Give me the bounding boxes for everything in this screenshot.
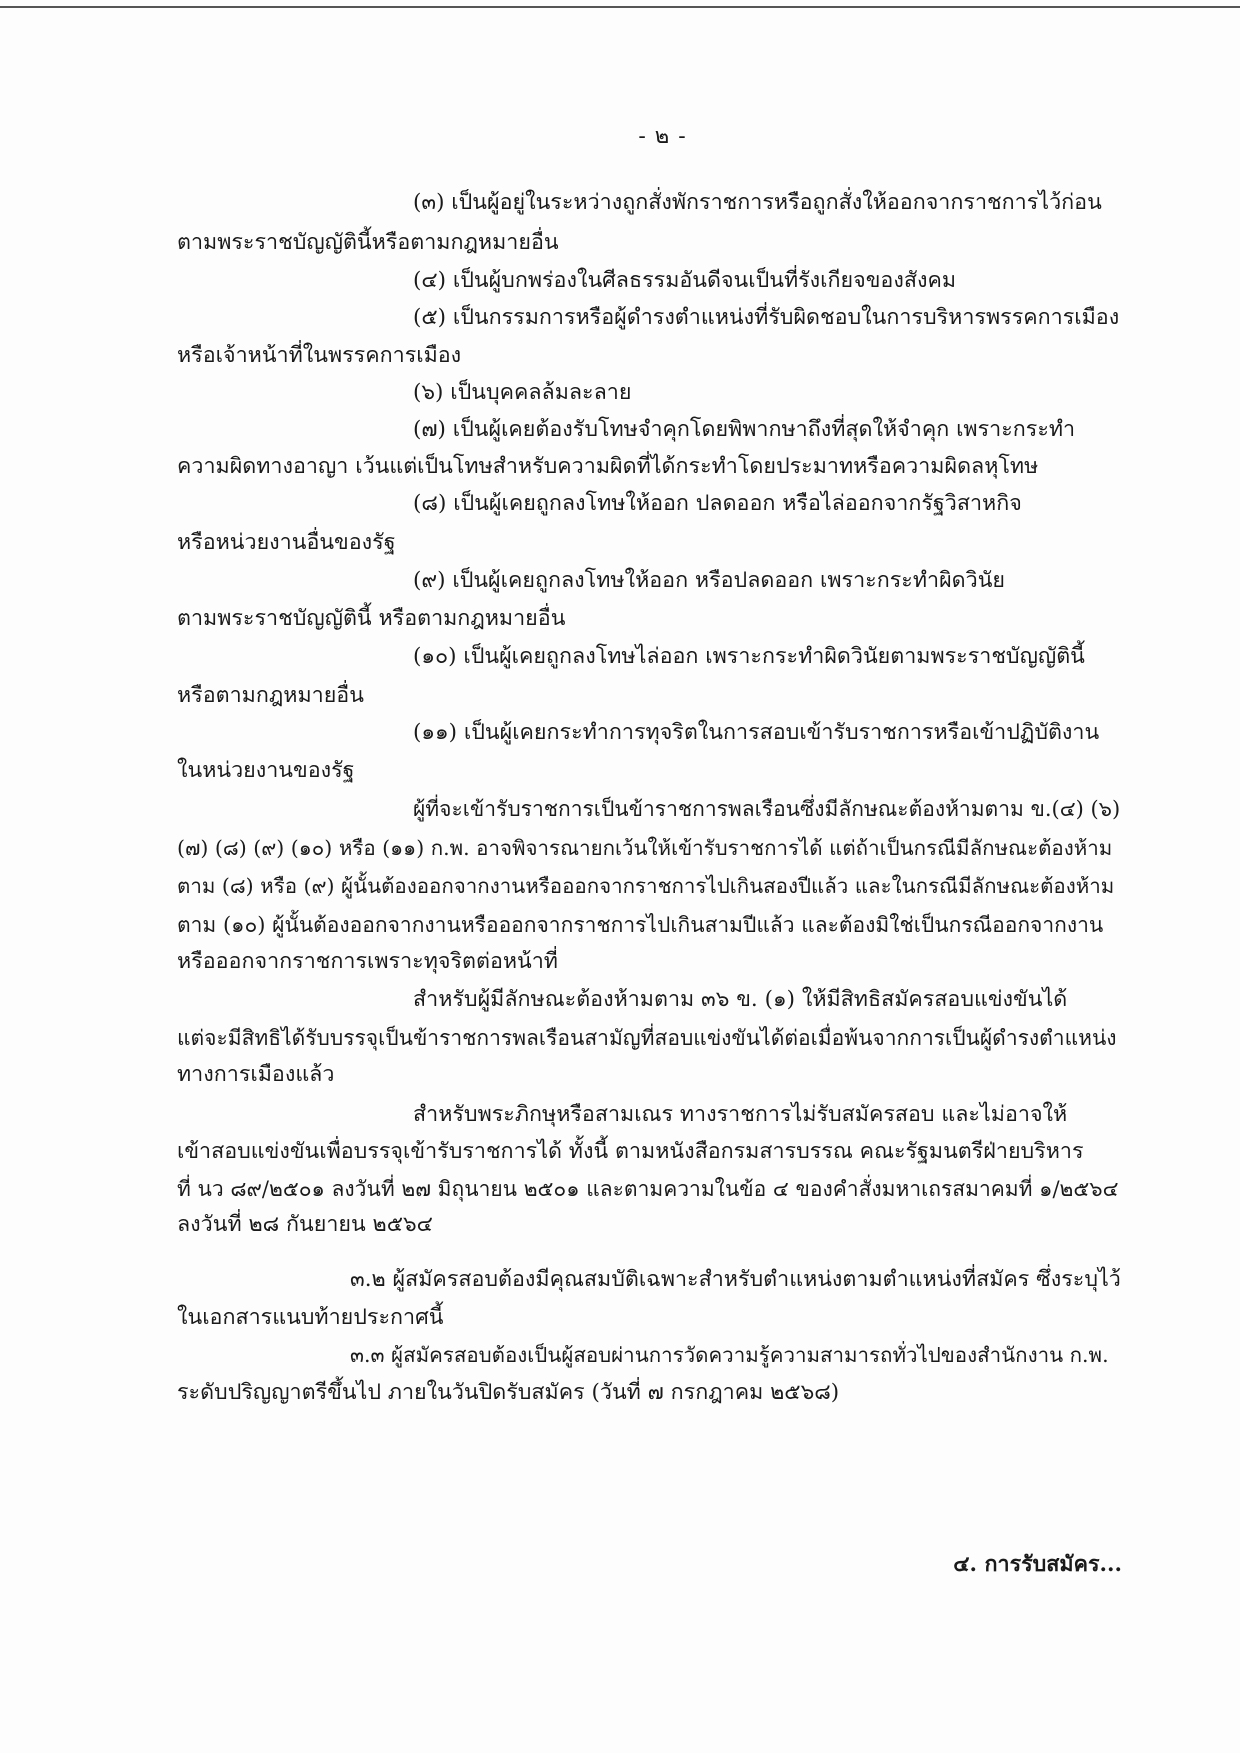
item-11-line-2: ในหน่วยงานของรัฐ	[177, 758, 355, 783]
exemption-line-5: หรือออกจากราชการเพราะทุจริตต่อหน้าที่	[177, 949, 558, 974]
exemption-line-4: ตาม (๑๐) ผู้นั้นต้องออกจากงานหรือออกจากราชการไปเกินสามปีแล้ว และต้องมิใช่เป็นกรณีออกจากงาน	[177, 913, 1104, 937]
item-9-line-2: ตามพระราชบัญญัตินี้ หรือตามกฎหมายอื่น	[177, 606, 566, 631]
monk-line-3: ที่ นว ๘๙/๒๕๐๑ ลงวันที่ ๒๗ มิถุนายน ๒๕๐๑ และตามความในข้อ ๔ ของคำสั่งมหาเถรสมาคมที่ ๑/๒๕๖๔	[177, 1177, 1119, 1201]
clause-3-2-line-1: ๓.๒ ผู้สมัครสอบต้องมีคุณสมบัติเฉพาะสำหรับตำแหน่งตามตำแหน่งที่สมัคร ซึ่งระบุไว้	[350, 1267, 1121, 1292]
item-10-line-2: หรือตามกฎหมายอื่น	[177, 683, 364, 708]
top-border-line	[0, 6, 1240, 8]
item-11-line-1: (๑๑) เป็นผู้เคยกระทำการทุจริตในการสอบเข้ารับราชการหรือเข้าปฏิบัติงาน	[413, 720, 1100, 745]
exemption-line-3: ตาม (๘) หรือ (๙) ผู้นั้นต้องออกจากงานหรือออกจากราชการไปเกินสองปีแล้ว และในกรณีมีลักษณะต้องห้าม	[177, 874, 1115, 898]
clause-3-3-line-2: ระดับปริญญาตรีขึ้นไป ภายในวันปิดรับสมัคร (วันที่ ๗ กรกฎาคม ๒๕๖๘)	[177, 1380, 840, 1405]
item-7-line-2: ความผิดทางอาญา เว้นแต่เป็นโทษสำหรับความผิดที่ได้กระทำโดยประมาทหรือความผิดลหุโทษ	[177, 454, 1039, 479]
item-8-line-1: (๘) เป็นผู้เคยถูกลงโทษให้ออก ปลดออก หรือไล่ออกจากรัฐวิสาหกิจ	[413, 491, 1022, 516]
item-5-line-2: หรือเจ้าหน้าที่ในพรรคการเมือง	[177, 343, 462, 368]
monk-line-4: ลงวันที่ ๒๘ กันยายน ๒๕๖๔	[177, 1212, 433, 1237]
item-10-line-1: (๑๐) เป็นผู้เคยถูกลงโทษไล่ออก เพราะกระทำผิดวินัยตามพระราชบัญญัตินี้	[413, 644, 1085, 669]
political-line-2: แต่จะมีสิทธิได้รับบรรจุเป็นข้าราชการพลเรือนสามัญที่สอบแข่งขันได้ต่อเมื่อพ้นจากการเป็นผู้ดำรงตำแหน่ง	[177, 1026, 1117, 1050]
item-5-line-1: (๕) เป็นกรรมการหรือผู้ดำรงตำแหน่งที่รับผิดชอบในการบริหารพรรคการเมือง	[413, 305, 1120, 330]
item-3-line-1: (๓) เป็นผู้อยู่ในระหว่างถูกสั่งพักราชการหรือถูกสั่งให้ออกจากราชการไว้ก่อน	[413, 190, 1102, 215]
item-8-line-2: หรือหน่วยงานอื่นของรัฐ	[177, 530, 396, 555]
exemption-line-1: ผู้ที่จะเข้ารับราชการเป็นข้าราชการพลเรือนซึ่งมีลักษณะต้องห้ามตาม ข.(๔) (๖)	[413, 797, 1121, 821]
exemption-line-2: (๗) (๘) (๙) (๑๐) หรือ (๑๑) ก.พ. อาจพิจารณายกเว้นให้เข้ารับราชการได้ แต่ถ้าเป็นกรณีมีลักษณะต้องห้าม	[177, 836, 1113, 860]
political-line-1: สำหรับผู้มีลักษณะต้องห้ามตาม ๓๖ ข. (๑) ให้มีสิทธิสมัครสอบแข่งขันได้	[413, 987, 1068, 1012]
item-6: (๖) เป็นบุคคลล้มละลาย	[413, 380, 632, 405]
clause-3-2-line-2: ในเอกสารแนบท้ายประกาศนี้	[177, 1305, 444, 1330]
page-number: - ๒ -	[638, 124, 687, 149]
item-9-line-1: (๙) เป็นผู้เคยถูกลงโทษให้ออก หรือปลดออก เพราะกระทำผิดวินัย	[413, 568, 1005, 593]
clause-3-3-line-1: ๓.๓ ผู้สมัครสอบต้องเป็นผู้สอบผ่านการวัดความรู้ความสามารถทั่วไปของสำนักงาน ก.พ.	[350, 1343, 1109, 1367]
item-3-line-2: ตามพระราชบัญญัตินี้หรือตามกฎหมายอื่น	[177, 230, 559, 255]
next-page-marker: ๔. การรับสมัคร...	[953, 1552, 1122, 1577]
item-7-line-1: (๗) เป็นผู้เคยต้องรับโทษจำคุกโดยพิพากษาถึงที่สุดให้จำคุก เพราะกระทำ	[413, 417, 1076, 442]
political-line-3: ทางการเมืองแล้ว	[177, 1062, 335, 1087]
item-4: (๔) เป็นผู้บกพร่องในศีลธรรมอันดีจนเป็นที่รังเกียจของสังคม	[413, 268, 957, 293]
monk-line-1: สำหรับพระภิกษุหรือสามเณร ทางราชการไม่รับสมัครสอบ และไม่อาจให้	[413, 1102, 1068, 1127]
monk-line-2: เข้าสอบแข่งขันเพื่อบรรจุเข้ารับราชการได้ ทั้งนี้ ตามหนังสือกรมสารบรรณ คณะรัฐมนตรีฝ่ายบริหาร	[177, 1139, 1084, 1164]
